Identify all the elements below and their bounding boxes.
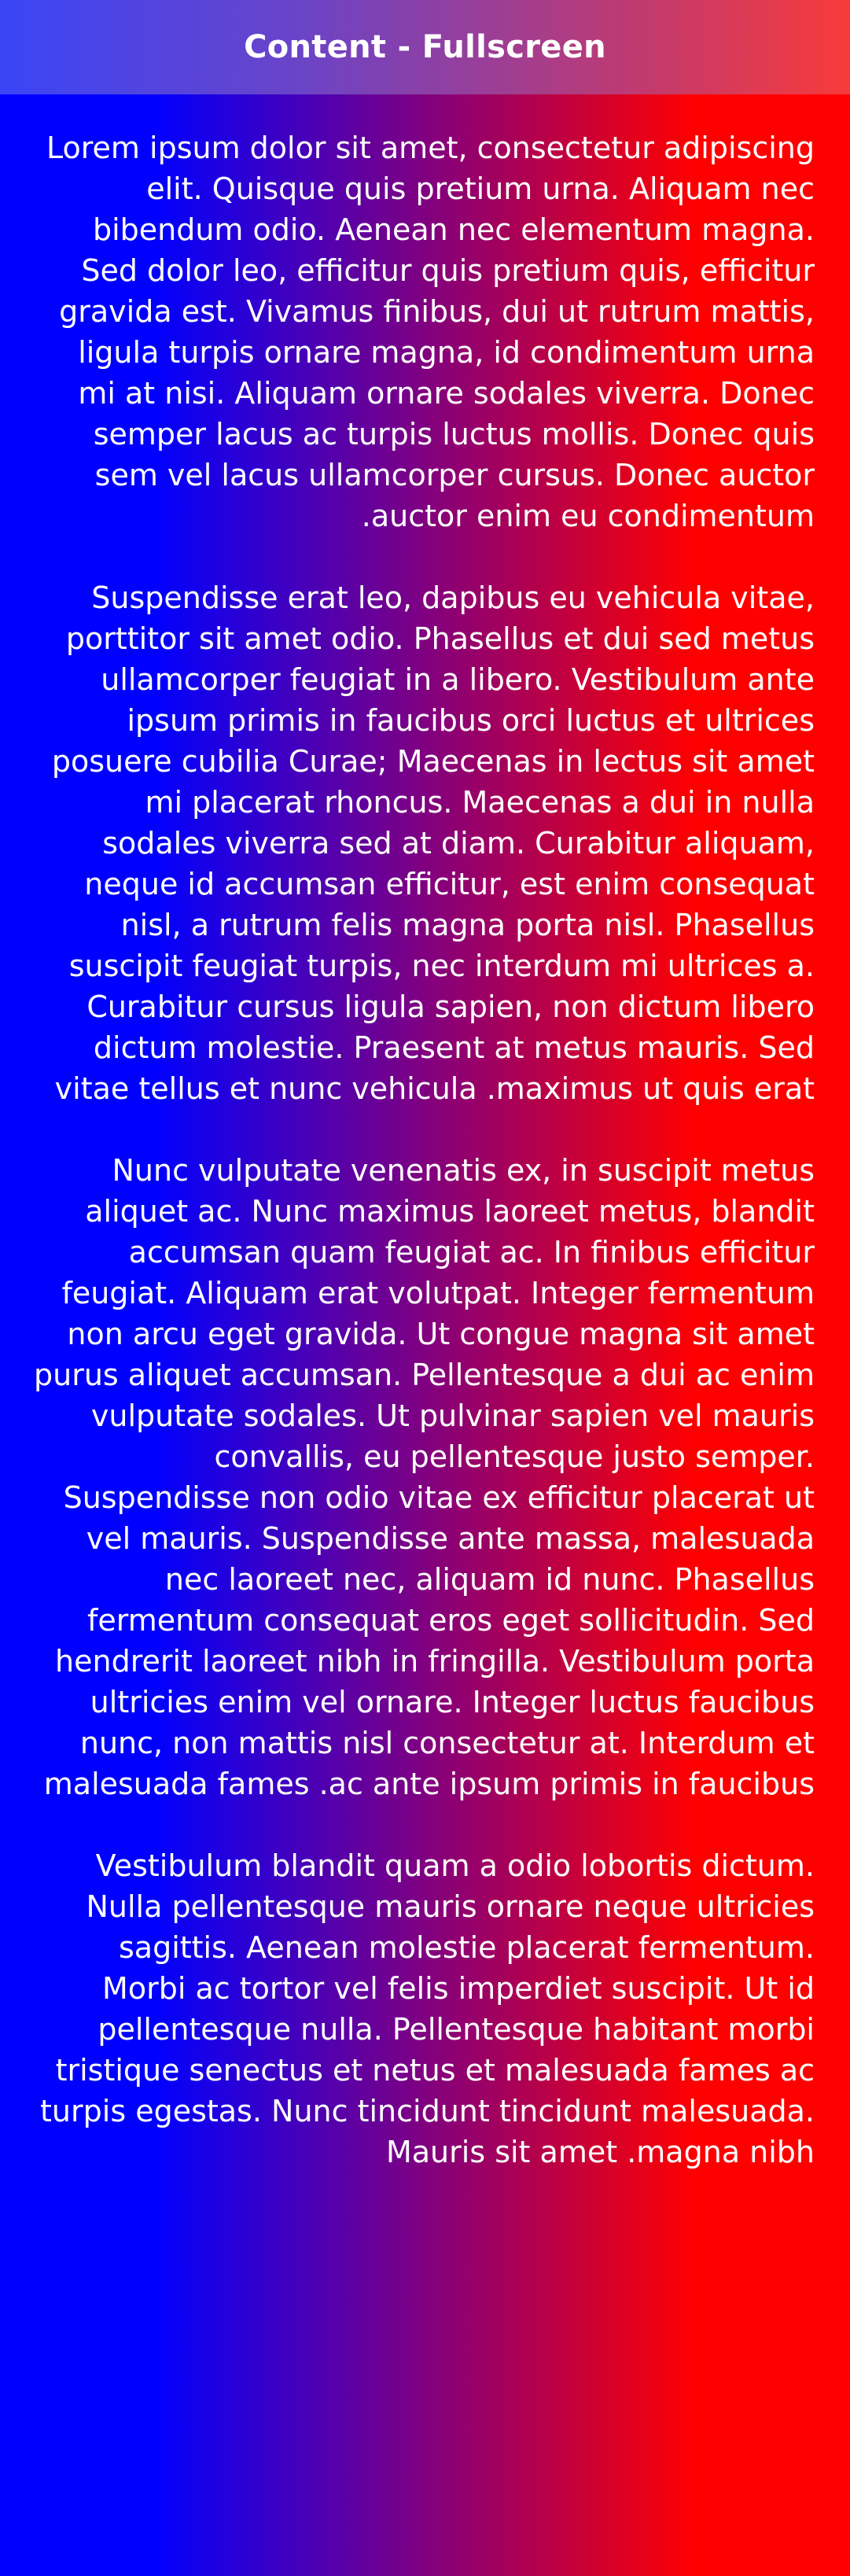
paragraph-1: Lorem ipsum dolor sit amet, consectetur adipiscing elit. Quisque quis pretium urna. Aliquam nec bibendum odio. Aenean nec elementum magna. Sed dolor leo, efficitur quis pretium quis, efficitur gravida est. Vivamus finibus, dui ut rutrum mattis, ligula turpis ornare magna, id condimentum urna mi at nisi. Aliquam ornare sodales viverra. Donec semper lacus ac turpis luctus mollis. Donec quis sem vel lacus ullamcorper cursus. Donec auctor .auctor enim eu condimentum	[46, 131, 815, 533]
paragraph-2: Suspendisse erat leo, dapibus eu vehicula vitae, porttitor sit amet odio. Phasellus et dui sed metus ullamcorper feugiat in a libero. Vestibulum ante ipsum primis in faucibus orci luctus et ultrices posuere cubilia Curae; Maecenas in lectus sit amet mi placerat rhoncus. Maecenas a dui in nulla sodales viverra sed at diam. Curabitur aliquam, neque id accumsan efficitur, est enim consequat nisl, a rutrum felis magna porta nisl. Phasellus suscipit feugiat turpis, nec interdum mi ultrices a. Curabitur cursus ligula sapien, non dictum libero dictum molestie. Praesent at metus mauris. Sed vitae tellus et nunc vehicula .maximus ut quis erat	[51, 580, 815, 1106]
content-scroll-area[interactable]	[31, 127, 815, 2213]
paragraph-4: Vestibulum blandit quam a odio lobortis dictum. Nulla pellentesque mauris ornare neque ultricies sagittis. Aenean molestie placerat fermentum. Morbi ac tortor vel felis imperdiet suscipit. Ut id pellentesque nulla. Pellentesque habitant morbi tristique senectus et netus et malesuada fames ac turpis egestas. Nunc tincidunt tincidunt malesuada. Mauris sit amet .magna nibh	[40, 1848, 815, 2169]
page-title: Content - Fullscreen	[244, 29, 606, 65]
navigation-bar	[0, 0, 850, 94]
paragraph-3: Nunc vulputate venenatis ex, in suscipit metus aliquet ac. Nunc maximus laoreet metus, blandit accumsan quam feugiat ac. In finibus efficitur feugiat. Aliquam erat volutpat. Integer fermentum non arcu eget gravida. Ut congue magna sit amet purus aliquet accumsan. Pellentesque a dui ac enim vulputate sodales. Ut pulvinar sapien vel mauris convallis, eu pellentesque justo semper. Suspendisse non odio vitae ex efficitur placerat ut vel mauris. Suspendisse ante massa, malesuada nec laoreet nec, aliquam id nunc. Phasellus fermentum consequat eros eget sollicitudin. Sed hendrerit laoreet nibh in fringilla. Vestibulum porta ultricies enim vel ornare. Integer luctus faucibus nunc, non mattis nisl consectetur at. Interdum et malesuada fames .ac ante ipsum primis in faucibus	[33, 1153, 815, 1801]
